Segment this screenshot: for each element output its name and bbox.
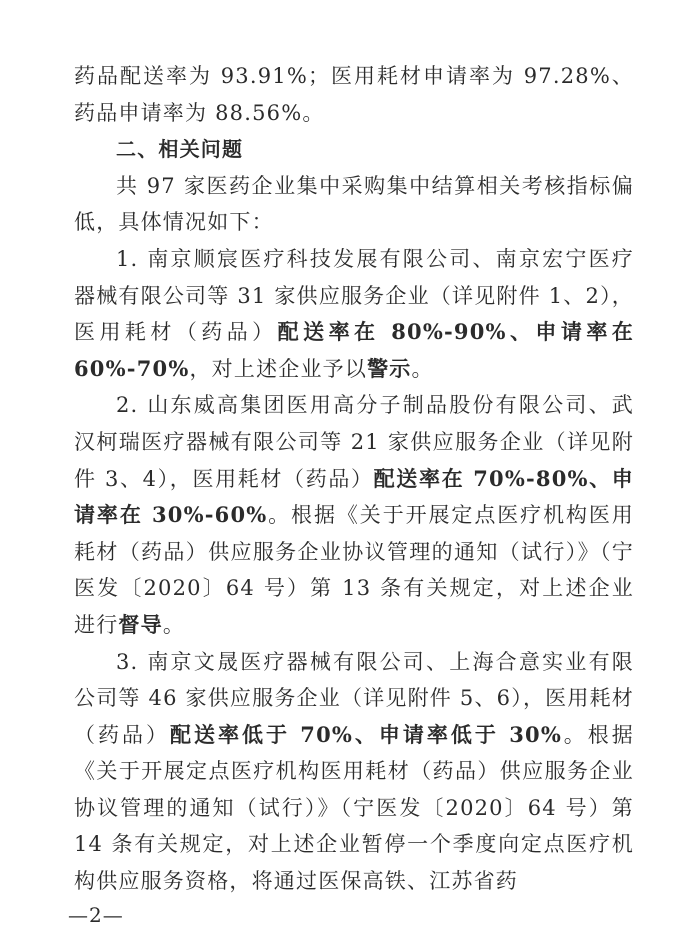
item-paragraph-2 bbox=[74, 387, 634, 643]
item-3-text-2: 。根据《关于开展定点医疗机构医用耗材（药品）供应服务企业协议管理的通知（试行）》（宁医发〔2020〕64 号）第 14 条有关规定，对上述企业暂停一个季度向定点医疗机构供应服务资格，将通过医保高铁、江苏省药 bbox=[74, 722, 634, 894]
item-2-bold-action: 督导 bbox=[118, 611, 163, 637]
page-number: —2— bbox=[68, 903, 124, 927]
section-heading: 二、相关问题 bbox=[116, 137, 244, 162]
item-1-text-2: ，对上述企业予以 bbox=[189, 356, 368, 381]
item-3-text-1: 3. 南京文晟医疗器械有限公司、上海合意实业有限公司等 46 家供应服务企业（详见附件 5、6），医用耗材（药品） bbox=[74, 649, 634, 747]
item-2-text-3: 。 bbox=[162, 612, 186, 637]
item-2-text-2: 。根据《关于开展定点医疗机构医用耗材（药品）供应服务企业协议管理的通知（试行）》（宁医发〔2020〕64 号）第 13 条有关规定，对上述企业进行 bbox=[74, 503, 634, 637]
summary-paragraph: 共 97 家医药企业集中采购集中结算相关考核指标偏低，具体情况如下： bbox=[74, 173, 634, 235]
item-3-bold-rates: 配送率低于 70%、申请率低于 30% bbox=[170, 721, 562, 747]
item-2-bold-rates: 配送率在 70%-80%、申请率在 30%-60% bbox=[74, 465, 634, 528]
item-1-text-3: 。 bbox=[411, 356, 434, 381]
item-paragraph-3 bbox=[74, 644, 634, 900]
item-1-bold-rates: 配送率在 80%-90%、申请率在 60%-70% bbox=[74, 319, 634, 381]
intro-paragraph: 药品配送率为 93.91%；医用耗材申请率为 97.28%、药品申请率为 88.56%。 bbox=[74, 64, 634, 125]
item-1-text-1: 1. 南京顺宸医疗科技发展有限公司、南京宏宁医疗器械有限公司等 31 家供应服务企业（详见附件 1、2），医用耗材（药品） bbox=[74, 246, 634, 345]
item-paragraph-1 bbox=[74, 241, 634, 387]
item-1-bold-action: 警示 bbox=[367, 355, 412, 381]
item-2-text-1: 2. 山东威高集团医用高分子制品股份有限公司、武汉柯瑞医疗器械有限公司等 21 家供应服务企业（详见附件 3、4），医用耗材（药品） bbox=[74, 393, 634, 491]
document-body bbox=[74, 58, 634, 900]
